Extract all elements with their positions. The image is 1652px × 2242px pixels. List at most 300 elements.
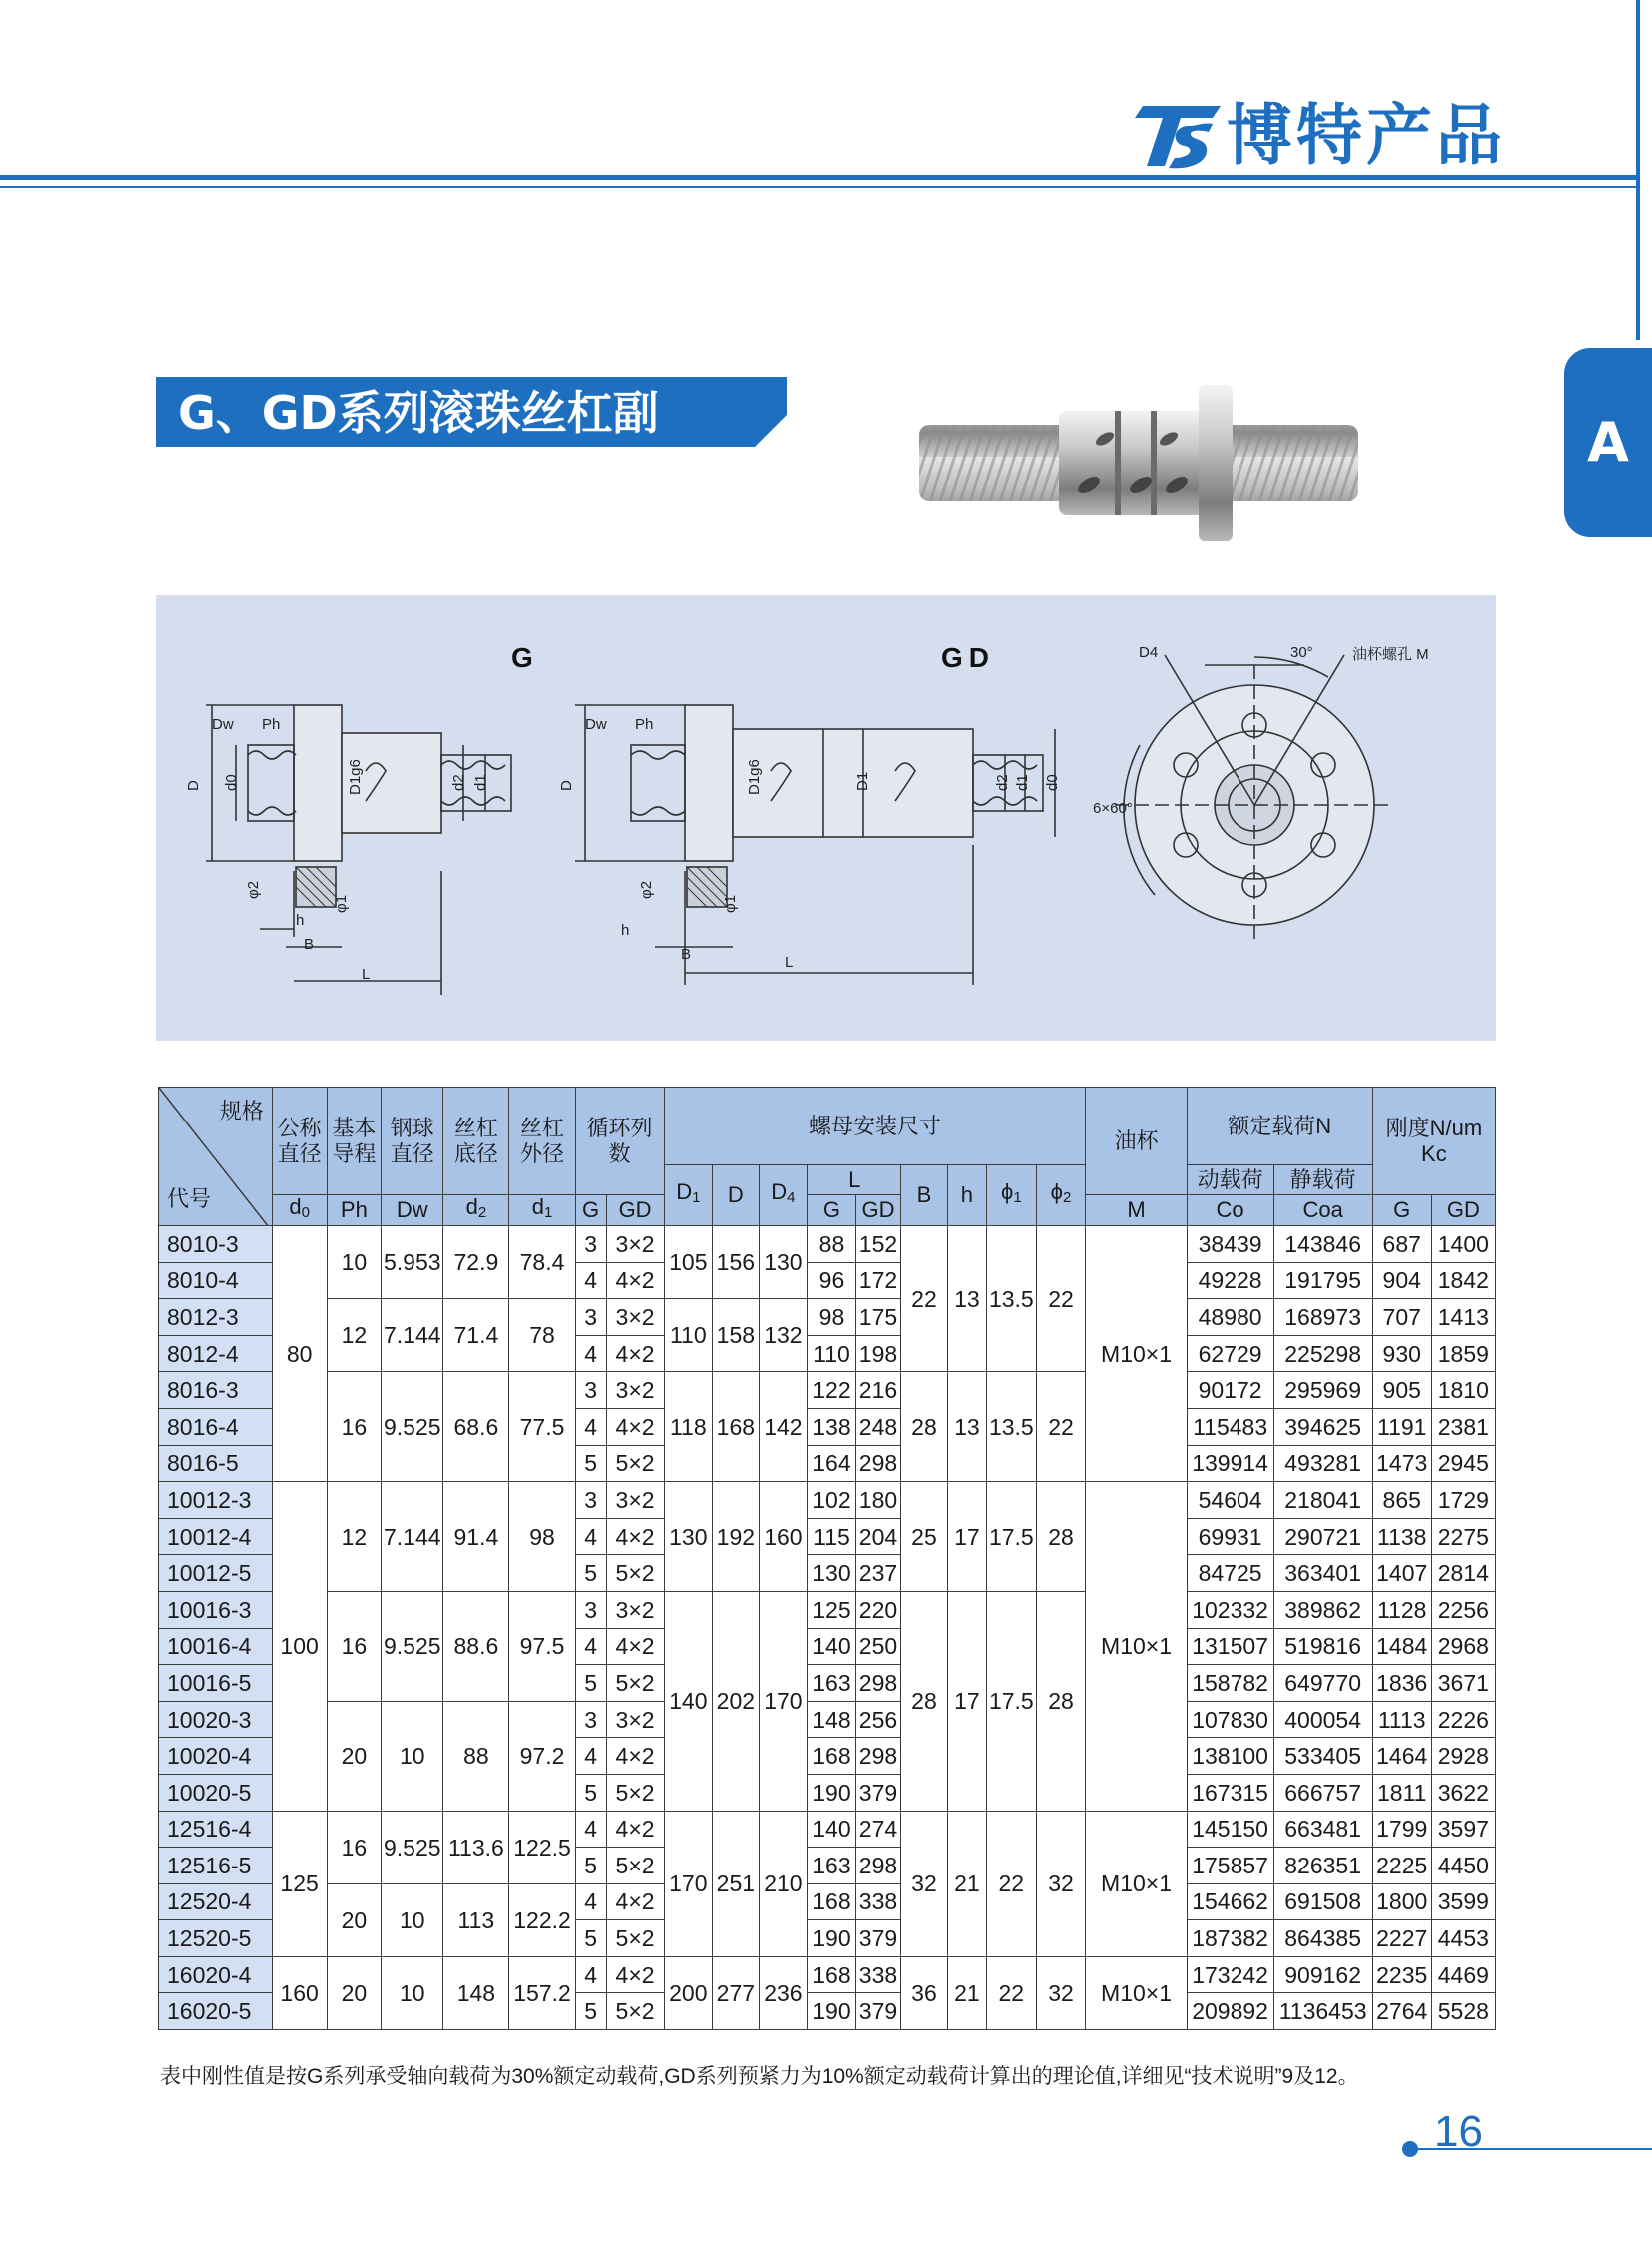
stiffness-gd: 3597: [1431, 1811, 1495, 1848]
stiffness-gd: 2945: [1431, 1445, 1495, 1482]
circuit-gd: 3×2: [606, 1482, 664, 1519]
nut-d1: 130: [664, 1482, 713, 1592]
circuit-gd: 5×2: [606, 1665, 664, 1702]
row-code: 8012-3: [159, 1299, 273, 1336]
stiffness-g: 687: [1372, 1226, 1431, 1263]
row-code: 12516-5: [159, 1848, 273, 1884]
svg-text:φ2: φ2: [638, 880, 655, 899]
lead-dw: 7.144: [382, 1482, 443, 1592]
row-code: 8010-4: [159, 1262, 273, 1299]
stiffness-gd: 2928: [1431, 1738, 1495, 1775]
stiffness-gd: 2275: [1431, 1518, 1495, 1555]
dynamic-load: 69931: [1187, 1518, 1273, 1555]
lead-dw: 5.953: [382, 1226, 443, 1299]
dim-phi2: 22: [1036, 1226, 1086, 1372]
stiffness-g: 1800: [1372, 1883, 1431, 1920]
oil-cup-thread: M10×1: [1086, 1482, 1187, 1811]
length-gd: 248: [855, 1408, 900, 1445]
circuit-gd: 3×2: [606, 1372, 664, 1409]
circuit-gd: 5×2: [606, 1848, 664, 1884]
drawing-label-gd: GD: [941, 642, 995, 673]
stiffness-g: 1473: [1372, 1445, 1431, 1482]
dynamic-load: 139914: [1187, 1445, 1273, 1482]
stiffness-g: 930: [1372, 1335, 1431, 1372]
dynamic-load: 84725: [1187, 1555, 1273, 1592]
header-base-lead: 基本导程: [327, 1088, 382, 1195]
dynamic-load: 158782: [1187, 1665, 1273, 1702]
dim-b: 28: [901, 1372, 948, 1482]
lead-ph: 12: [327, 1299, 382, 1372]
svg-text:D: D: [558, 780, 575, 791]
circuit-g: 4: [575, 1738, 606, 1775]
row-code: 10020-3: [159, 1701, 273, 1738]
nut-d: 168: [713, 1372, 760, 1482]
nut-d: 156: [713, 1226, 760, 1299]
dynamic-load: 154662: [1187, 1883, 1273, 1920]
stiffness-g: 1407: [1372, 1555, 1431, 1592]
length-g: 190: [808, 1920, 856, 1957]
circuit-g: 5: [575, 1993, 606, 2030]
lead-ph: 16: [327, 1811, 382, 1883]
stiffness-gd: 2256: [1431, 1591, 1495, 1628]
table-row: [159, 1701, 1496, 1738]
lead-d2: 113: [443, 1883, 509, 1956]
nut-d4: 132: [759, 1299, 808, 1372]
table-row: [159, 1372, 1496, 1409]
nominal-dia: 80: [272, 1226, 327, 1482]
svg-text:d0: d0: [1044, 774, 1061, 791]
length-g: 110: [808, 1335, 856, 1372]
dynamic-load: 209892: [1187, 1993, 1273, 2030]
header-circuits: 循环列数: [575, 1088, 664, 1195]
circuit-gd: 5×2: [606, 1445, 664, 1482]
svg-text:Dw: Dw: [212, 716, 234, 733]
circuit-gd: 3×2: [606, 1591, 664, 1628]
length-g: 102: [808, 1482, 856, 1519]
row-code: 16020-5: [159, 1993, 273, 2030]
circuit-g: 4: [575, 1408, 606, 1445]
length-gd: 338: [855, 1883, 900, 1920]
lead-dw: 10: [382, 1956, 443, 2029]
length-gd: 379: [855, 1774, 900, 1811]
stiffness-g: 2227: [1372, 1920, 1431, 1957]
svg-text:L: L: [362, 966, 371, 983]
length-g: 148: [808, 1701, 856, 1738]
dynamic-load: 102332: [1187, 1591, 1273, 1628]
dim-phi2: 28: [1036, 1591, 1086, 1811]
stiffness-gd: 2226: [1431, 1701, 1495, 1738]
circuit-gd: 3×2: [606, 1299, 664, 1336]
dim-phi2: 32: [1036, 1956, 1086, 2029]
length-g: 98: [808, 1299, 856, 1336]
header-code: 代号: [167, 1186, 212, 1211]
svg-text:h: h: [621, 922, 630, 939]
dim-b: 22: [901, 1226, 948, 1372]
length-gd: 379: [855, 1920, 900, 1957]
stiffness-g: 2235: [1372, 1956, 1431, 1993]
lead-dw: 10: [382, 1701, 443, 1811]
lead-ph: 10: [327, 1226, 382, 1299]
lead-d1: 78.4: [509, 1226, 575, 1299]
static-load: 493281: [1273, 1445, 1372, 1482]
dim-phi1: 17.5: [987, 1591, 1037, 1811]
length-gd: 379: [855, 1993, 900, 2030]
dynamic-load: 145150: [1187, 1811, 1273, 1848]
lead-d2: 71.4: [443, 1299, 509, 1372]
dynamic-load: 54604: [1187, 1482, 1273, 1519]
svg-text:d0: d0: [223, 774, 240, 791]
circuit-g: 4: [575, 1262, 606, 1299]
lead-d1: 77.5: [509, 1372, 575, 1482]
stiffness-g: 1113: [1372, 1701, 1431, 1738]
circuit-gd: 5×2: [606, 1555, 664, 1592]
row-code: 8016-5: [159, 1445, 273, 1482]
dim-phi2: 32: [1036, 1811, 1086, 1956]
circuit-gd: 4×2: [606, 1518, 664, 1555]
circuit-gd: 3×2: [606, 1226, 664, 1263]
circuit-gd: 4×2: [606, 1956, 664, 1993]
stiffness-gd: 3622: [1431, 1774, 1495, 1811]
stiffness-g: 1138: [1372, 1518, 1431, 1555]
static-load: 394625: [1273, 1408, 1372, 1445]
table-row: [159, 1883, 1496, 1920]
static-load: 691508: [1273, 1883, 1372, 1920]
lead-ph: 20: [327, 1956, 382, 2029]
company-logo: [1129, 100, 1225, 172]
nut-d1: 200: [664, 1956, 713, 2029]
length-gd: 298: [855, 1738, 900, 1775]
circuit-g: 5: [575, 1665, 606, 1702]
length-g: 190: [808, 1774, 856, 1811]
circuit-g: 5: [575, 1920, 606, 1957]
stiffness-g: 905: [1372, 1372, 1431, 1409]
oil-cup-thread: M10×1: [1086, 1226, 1187, 1482]
lead-d1: 122.5: [509, 1811, 575, 1883]
static-load: 218041: [1273, 1482, 1372, 1519]
dim-phi1: 22: [987, 1811, 1037, 1956]
static-load: 864385: [1273, 1920, 1372, 1957]
stiffness-g: 2764: [1372, 1993, 1431, 2030]
stiffness-g: 1811: [1372, 1774, 1431, 1811]
dynamic-load: 90172: [1187, 1372, 1273, 1409]
header-stiffness: 刚度N/um Kc: [1372, 1088, 1495, 1195]
svg-text:d2: d2: [994, 774, 1011, 791]
header-rated-load: 额定载荷N: [1187, 1088, 1372, 1165]
stiffness-g: 1484: [1372, 1628, 1431, 1665]
length-g: 115: [808, 1518, 856, 1555]
row-code: 10012-3: [159, 1482, 273, 1519]
stiffness-gd: 1400: [1431, 1226, 1495, 1263]
stiffness-gd: 4450: [1431, 1848, 1495, 1884]
length-gd: 180: [855, 1482, 900, 1519]
stiffness-gd: 1859: [1431, 1335, 1495, 1372]
length-g: 138: [808, 1408, 856, 1445]
nut-d4: 236: [759, 1956, 808, 2029]
stiffness-gd: 4469: [1431, 1956, 1495, 1993]
page-number: 16: [1434, 2107, 1483, 2156]
stiffness-g: 1464: [1372, 1738, 1431, 1775]
svg-text:h: h: [296, 912, 305, 929]
length-g: 168: [808, 1956, 856, 1993]
stiffness-gd: 2968: [1431, 1628, 1495, 1665]
svg-text:D4: D4: [1139, 644, 1159, 661]
lead-ph: 20: [327, 1883, 382, 1956]
circuit-g: 3: [575, 1226, 606, 1263]
stiffness-gd: 2381: [1431, 1408, 1495, 1445]
length-g: 168: [808, 1883, 856, 1920]
stiffness-gd: 4453: [1431, 1920, 1495, 1957]
svg-text:L: L: [785, 954, 794, 971]
dim-b: 28: [901, 1591, 948, 1811]
lead-dw: 10: [382, 1883, 443, 1956]
stiffness-g: 1128: [1372, 1591, 1431, 1628]
dim-phi1: 13.5: [987, 1372, 1037, 1482]
stiffness-gd: 1842: [1431, 1262, 1495, 1299]
dim-h: 21: [947, 1811, 986, 1956]
length-g: 190: [808, 1993, 856, 2030]
lead-ph: 20: [327, 1701, 382, 1811]
svg-text:6×60°: 6×60°: [1093, 800, 1133, 817]
svg-text:30°: 30°: [1290, 644, 1313, 661]
svg-text:Dw: Dw: [585, 716, 607, 733]
svg-text:φ2: φ2: [245, 880, 262, 899]
dynamic-load: 107830: [1187, 1701, 1273, 1738]
section-tab[interactable]: A: [1564, 348, 1652, 537]
length-gd: 198: [855, 1335, 900, 1372]
svg-text:d2: d2: [450, 774, 467, 791]
row-code: 8016-3: [159, 1372, 273, 1409]
circuit-g: 4: [575, 1811, 606, 1848]
dynamic-load: 62729: [1187, 1335, 1273, 1372]
lead-d1: 97.5: [509, 1591, 575, 1701]
dim-phi1: 17.5: [987, 1482, 1037, 1592]
lead-dw: 9.525: [382, 1591, 443, 1701]
static-load: 143846: [1273, 1226, 1372, 1263]
dynamic-load: 38439: [1187, 1226, 1273, 1263]
circuit-g: 3: [575, 1591, 606, 1628]
svg-text:d1: d1: [1014, 774, 1031, 791]
circuit-gd: 4×2: [606, 1811, 664, 1848]
section-title: G、GD系列滚珠丝杠副: [178, 386, 659, 440]
lead-d1: 97.2: [509, 1701, 575, 1811]
length-gd: 298: [855, 1665, 900, 1702]
dynamic-load: 167315: [1187, 1774, 1273, 1811]
svg-text:φ1: φ1: [722, 894, 739, 913]
length-g: 140: [808, 1811, 856, 1848]
row-code: 10016-5: [159, 1665, 273, 1702]
static-load: 663481: [1273, 1811, 1372, 1848]
lead-dw: 9.525: [382, 1811, 443, 1883]
length-gd: 172: [855, 1262, 900, 1299]
circuit-g: 4: [575, 1883, 606, 1920]
dim-b: 36: [901, 1956, 948, 2029]
circuit-g: 4: [575, 1956, 606, 1993]
stiffness-gd: 1810: [1431, 1372, 1495, 1409]
svg-text:D1g6: D1g6: [746, 759, 763, 795]
footnote: 表中刚性值是按G系列承受轴向载荷为30%额定动载荷,GD系列预紧力为10%额定动载荷计算出的理论值,详细见“技术说明”9及12。: [160, 2065, 1359, 2088]
length-g: 88: [808, 1226, 856, 1263]
dim-h: 13: [947, 1372, 986, 1482]
header-nut-dims: 螺母安装尺寸: [664, 1088, 1086, 1165]
dynamic-load: 173242: [1187, 1956, 1273, 1993]
dim-phi2: 22: [1036, 1372, 1086, 1482]
static-load: 649770: [1273, 1665, 1372, 1702]
length-gd: 274: [855, 1811, 900, 1848]
nut-d4: 170: [759, 1591, 808, 1811]
stiffness-g: 904: [1372, 1262, 1431, 1299]
svg-text:D: D: [185, 780, 202, 791]
dynamic-load: 49228: [1187, 1262, 1273, 1299]
stiffness-gd: 5528: [1431, 1993, 1495, 2030]
circuit-g: 5: [575, 1445, 606, 1482]
header-ball-dia: 钢球直径: [382, 1088, 443, 1195]
nut-d1: 110: [664, 1299, 713, 1372]
row-code: 10016-4: [159, 1628, 273, 1665]
circuit-gd: 4×2: [606, 1883, 664, 1920]
length-gd: 298: [855, 1848, 900, 1884]
table-row: [159, 1811, 1496, 1848]
static-load: 363401: [1273, 1555, 1372, 1592]
stiffness-g: 2225: [1372, 1848, 1431, 1884]
row-code: 10020-4: [159, 1738, 273, 1775]
svg-text:D1g6: D1g6: [347, 759, 364, 795]
length-gd: 220: [855, 1591, 900, 1628]
length-g: 163: [808, 1848, 856, 1884]
nut-d: 251: [713, 1811, 760, 1956]
svg-text:B: B: [304, 936, 315, 953]
static-load: 826351: [1273, 1848, 1372, 1884]
static-load: 909162: [1273, 1956, 1372, 1993]
technical-drawing-panel: [156, 595, 1496, 1041]
circuit-g: 3: [575, 1482, 606, 1519]
table-row: [159, 1299, 1496, 1336]
length-g: 96: [808, 1262, 856, 1299]
static-load: 1136453: [1273, 1993, 1372, 2030]
nut-d: 202: [713, 1591, 760, 1811]
circuit-g: 4: [575, 1628, 606, 1665]
circuit-g: 5: [575, 1774, 606, 1811]
circuit-gd: 5×2: [606, 1993, 664, 2030]
lead-d1: 98: [509, 1482, 575, 1592]
length-g: 163: [808, 1665, 856, 1702]
dim-h: 17: [947, 1591, 986, 1811]
svg-text:B: B: [681, 946, 692, 963]
oil-cup-thread: M10×1: [1086, 1811, 1187, 1956]
row-code: 12520-4: [159, 1883, 273, 1920]
header-nominal-dia: 公称直径: [272, 1088, 327, 1195]
circuit-gd: 4×2: [606, 1628, 664, 1665]
static-load: 290721: [1273, 1518, 1372, 1555]
static-load: 191795: [1273, 1262, 1372, 1299]
static-load: 666757: [1273, 1774, 1372, 1811]
length-gd: 298: [855, 1445, 900, 1482]
brand-title: 博特产品: [1227, 97, 1506, 174]
nut-d1: 105: [664, 1226, 713, 1299]
row-code: 10012-5: [159, 1555, 273, 1592]
header-oil-cup: 油杯: [1086, 1088, 1187, 1195]
nut-d: 192: [713, 1482, 760, 1592]
table-row: [159, 1226, 1496, 1263]
svg-text:Ph: Ph: [262, 716, 281, 733]
row-code: 10016-3: [159, 1591, 273, 1628]
length-gd: 152: [855, 1226, 900, 1263]
dynamic-load: 175857: [1187, 1848, 1273, 1884]
dynamic-load: 48980: [1187, 1299, 1273, 1336]
dim-phi1: 13.5: [987, 1226, 1037, 1372]
ball-screw-photo: [919, 377, 1358, 547]
length-gd: 216: [855, 1372, 900, 1409]
svg-text:d1: d1: [472, 774, 489, 791]
circuit-g: 3: [575, 1299, 606, 1336]
static-load: 400054: [1273, 1701, 1372, 1738]
nut-d1: 140: [664, 1591, 713, 1811]
nut-d1: 118: [664, 1372, 713, 1482]
circuit-g: 5: [575, 1555, 606, 1592]
svg-text:φ1: φ1: [333, 894, 350, 913]
circuit-gd: 5×2: [606, 1920, 664, 1957]
static-load: 225298: [1273, 1335, 1372, 1372]
nut-d4: 160: [759, 1482, 808, 1592]
nominal-dia: 160: [272, 1956, 327, 2029]
row-code: 12516-4: [159, 1811, 273, 1848]
circuit-gd: 4×2: [606, 1408, 664, 1445]
svg-text:油杯螺孔 M: 油杯螺孔 M: [1352, 646, 1429, 663]
row-code: 10020-5: [159, 1774, 273, 1811]
length-gd: 338: [855, 1956, 900, 1993]
stiffness-gd: 3671: [1431, 1665, 1495, 1702]
nut-d: 158: [713, 1299, 760, 1372]
drawing-label-g: G: [511, 642, 533, 673]
header-right-rule: [1636, 0, 1640, 340]
circuit-gd: 4×2: [606, 1738, 664, 1775]
stiffness-g: 865: [1372, 1482, 1431, 1519]
header-spec: 规格: [219, 1099, 264, 1123]
static-load: 533405: [1273, 1738, 1372, 1775]
header-root-dia: 丝杠底径: [443, 1088, 509, 1195]
corner-header: [159, 1088, 273, 1226]
static-load: 295969: [1273, 1372, 1372, 1409]
circuit-gd: 5×2: [606, 1774, 664, 1811]
oil-cup-thread: M10×1: [1086, 1956, 1187, 2029]
svg-text:Ph: Ph: [635, 716, 654, 733]
lead-d2: 72.9: [443, 1226, 509, 1299]
lead-d1: 122.2: [509, 1883, 575, 1956]
lead-dw: 7.144: [382, 1299, 443, 1372]
lead-ph: 16: [327, 1591, 382, 1701]
stiffness-g: 707: [1372, 1299, 1431, 1336]
dim-phi2: 28: [1036, 1482, 1086, 1592]
lead-d2: 88.6: [443, 1591, 509, 1701]
length-gd: 256: [855, 1701, 900, 1738]
circuit-g: 5: [575, 1848, 606, 1884]
static-load: 168973: [1273, 1299, 1372, 1336]
dim-h: 21: [947, 1956, 986, 2029]
stiffness-gd: 1413: [1431, 1299, 1495, 1336]
stiffness-gd: 2814: [1431, 1555, 1495, 1592]
length-gd: 237: [855, 1555, 900, 1592]
logo-text: TS: [1129, 100, 1131, 101]
lead-ph: 16: [327, 1372, 382, 1482]
circuit-gd: 4×2: [606, 1335, 664, 1372]
circuit-g: 3: [575, 1701, 606, 1738]
header-outer-dia: 丝杠外径: [509, 1088, 575, 1195]
lead-d1: 157.2: [509, 1956, 575, 2029]
dynamic-load: 138100: [1187, 1738, 1273, 1775]
dynamic-load: 187382: [1187, 1920, 1273, 1957]
row-code: 16020-4: [159, 1956, 273, 1993]
stiffness-g: 1191: [1372, 1408, 1431, 1445]
dynamic-load: 115483: [1187, 1408, 1273, 1445]
